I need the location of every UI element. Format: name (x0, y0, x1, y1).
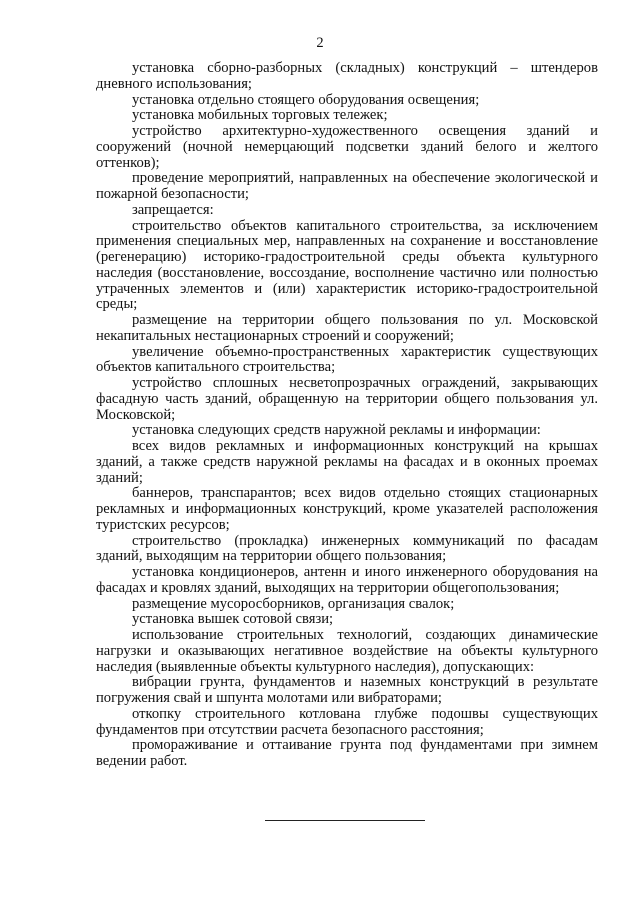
paragraph: устройство архитектурно-художественного освещения зданий и сооружений (ночной немерцающий подсветки зданий белого и желтого оттенков); (96, 123, 598, 171)
paragraph: проведение мероприятий, направленных на обеспечение экологической и пожарной безопасности; (96, 170, 598, 202)
paragraph: установка вышек сотовой связи; (132, 611, 334, 628)
paragraph: запрещается: (132, 201, 214, 218)
paragraph: установка сборно-разборных (складных) конструкций – штендеров дневного использования; (96, 60, 598, 92)
paragraph: установка мобильных торговых тележек; (132, 107, 388, 124)
paragraph: размещение мусоросборников, организация свалок; (132, 595, 455, 612)
paragraph: откопку строительного котлована глубже подошвы существующих фундаментов при отсутствии расчета безопасного расстояния; (96, 705, 598, 738)
paragraph: вибрации грунта, фундаментов и наземных конструкций в результате погружения свай и шпунта молотами или вибраторами; (96, 674, 598, 706)
paragraph: увеличение объемно-пространственных характеристик существующих объектов капитального строительства; (96, 343, 598, 376)
body-text (96, 61, 598, 770)
paragraph: использование строительных технологий, создающих динамические нагрузки и оказывающих негативное воздействие на объекты культурного наследия (выявленные объекты культурного наследия), допускающих: (96, 627, 598, 675)
paragraph: размещение на территории общего пользования по ул. Московской некапитальных нестационарных строений и сооружений; (96, 312, 598, 344)
paragraph: установка следующих средств наружной рекламы и информации: (132, 422, 541, 439)
paragraph: баннеров, транспарантов; всех видов отдельно стоящих стационарных рекламных и информационных конструкций, кроме указателей расположения туристских ресурсов; (96, 485, 598, 533)
paragraph: установка отдельно стоящего оборудования освещения; (132, 91, 480, 108)
paragraph: установка кондиционеров, антенн и иного инженерного оборудования на фасадах и кровлях зданий, выходящих на территории общегопользования; (96, 564, 598, 596)
page-number: 2 (316, 35, 324, 51)
paragraph: промораживание и оттаивание грунта под фундаментами при зимнем ведении работ. (96, 737, 598, 769)
paragraph: строительство объектов капитального строительства, за исключением применения специальных мер, направленных на сохранение и восстановление (регенерацию) историко-градостроительной среды объекта культурного наследия (восстановление, воссоздание, восполнение частично или полностью утраченных элементов и (или) характеристик историко-градостроительной среды; (96, 217, 598, 313)
end-divider-line (265, 820, 425, 821)
paragraph: всех видов рекламных и информационных конструкций на крышах зданий, а также средств наружной рекламы на фасадах и в оконных проемах зданий; (96, 438, 598, 486)
paragraph: устройство сплошных несветопрозрачных ограждений, закрывающих фасадную часть зданий, обращенную на территории общего пользования ул. Московской; (96, 375, 598, 423)
paragraph: строительство (прокладка) инженерных коммуникаций по фасадам зданий, выходящим на территории общего пользования; (96, 532, 598, 565)
